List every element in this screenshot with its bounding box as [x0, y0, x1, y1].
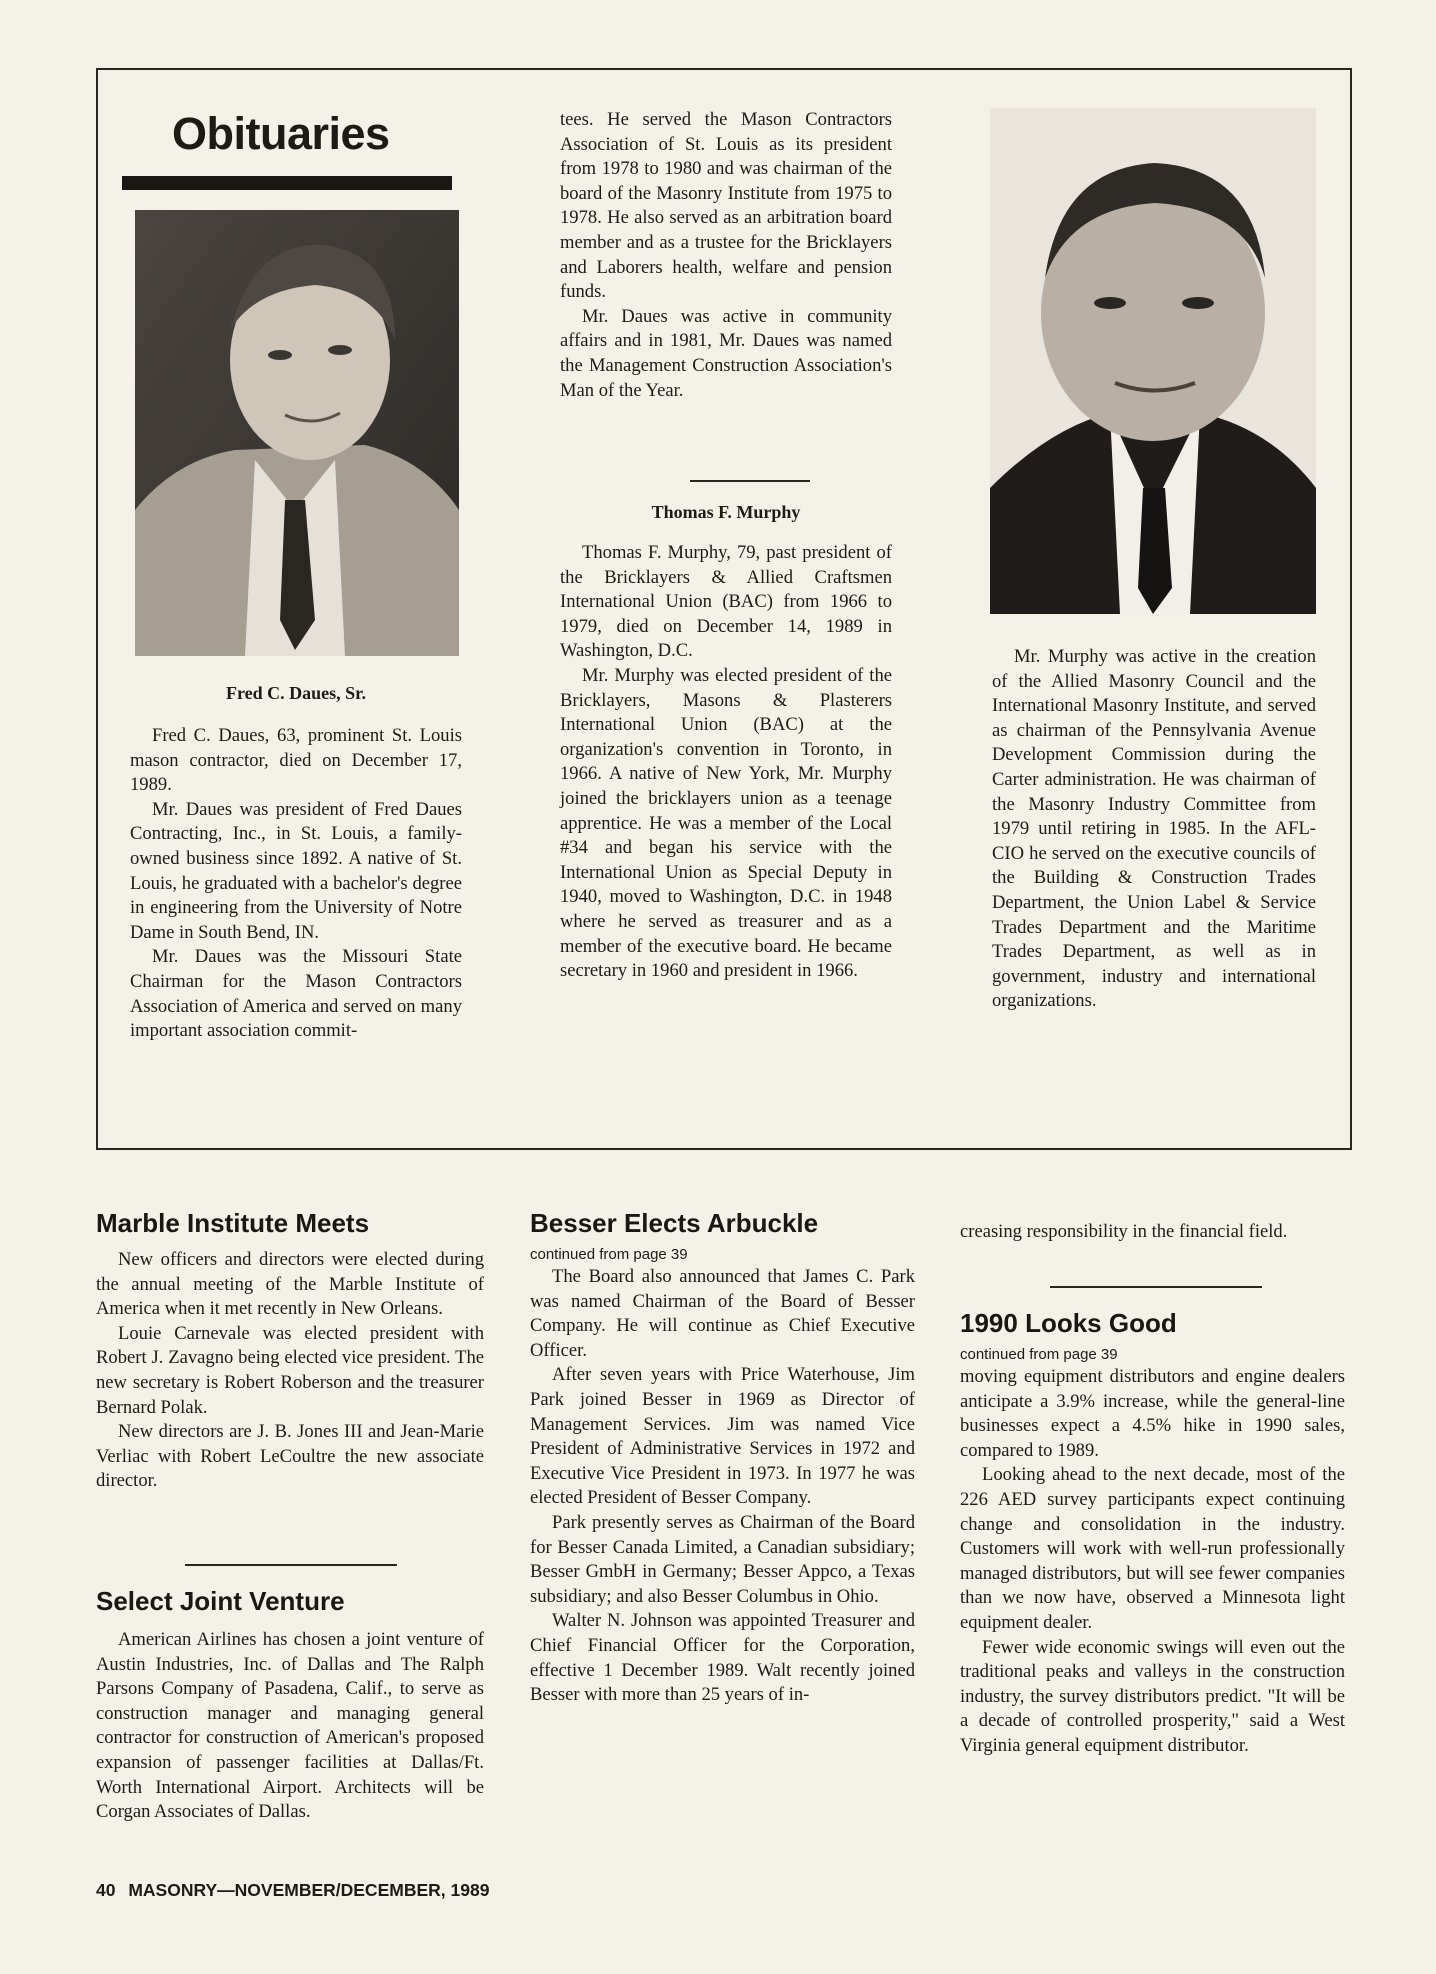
- obituary-daues-text: [130, 724, 462, 1044]
- article-1990-looks-good-text: [960, 1365, 1345, 1759]
- title-rule: [122, 176, 452, 190]
- paragraph: Mr. Daues was the Missouri State Chairman for the Mason Contractors Association of America and served on many important association commit-: [130, 946, 462, 1042]
- paragraph: Mr. Murphy was active in the creation of the Allied Masonry Council and the International Masonry Institute, and served as chairman of the Pennsylvania Avenue Development Commission during the Carter administration. He was chairman of the Masonry Industry Committee from 1979 until retiring in 1985. In the AFL-CIO he served on the executive councils of the Building & Construction Trades Department, the Union Label & Service Trades Department and the Maritime Trades Department, as well as in government, industry and international organizations.: [992, 646, 1316, 1012]
- paragraph: New officers and directors were elected during the annual meeting of the Marble Institute of America when it met recently in New Orleans.: [96, 1249, 484, 1320]
- article-heading-besser: Besser Elects Arbuckle: [530, 1208, 819, 1238]
- obituary-murphy-text: [560, 541, 892, 984]
- page-footer: [96, 1880, 489, 1901]
- paragraph: Fewer wide economic swings will even out the traditional peaks and valleys in the construction industry, the survey distributors predict. "It will be a decade of controlled prosperity," said a West Virginia general equipment distributor.: [960, 1636, 1345, 1756]
- obituary-daues-continued: [560, 108, 892, 403]
- paragraph: The Board also announced that James C. Park was named Chairman of the Board of Besser Company. He will continue as Chief Executive Officer.: [530, 1266, 915, 1361]
- article-joint-venture-text: [96, 1628, 484, 1825]
- paragraph: Park presently serves as Chairman of the Board for Besser Canada Limited, a Canadian subsidiary; Besser GmbH in Germany; Besser Appco, a Texas subsidiary; and also Besser Columbus in Ohio.: [530, 1511, 915, 1607]
- continued-note: continued from page 39: [960, 1346, 1118, 1363]
- article-besser-text: [530, 1265, 915, 1708]
- page-number: 40: [96, 1880, 116, 1900]
- paragraph: Looking ahead to the next decade, most of the 226 AED survey participants expect continuing change and consolidation in the industry. Customers will work with well-run professionally managed distributors, but will see fewer companies than we now have, observed a Minnesota light equipment dealer.: [960, 1464, 1345, 1633]
- section-divider: [1050, 1286, 1262, 1288]
- paragraph: moving equipment distributors and engine dealers anticipate a 3.9% increase, while the general-line businesses expect a 4.5% hike in 1990 sales, compared to 1989.: [960, 1366, 1345, 1461]
- paragraph: tees. He served the Mason Contractors Association of St. Louis as its president from 1978 to 1980 and was chairman of the board of the Masonry Institute from 1975 to 1978. He also served as an arbitration board member and as a trustee for the Bricklayers and Laborers health, welfare and pension funds.: [560, 109, 892, 303]
- obituary-murphy-continued: [992, 645, 1316, 1014]
- paragraph: Thomas F. Murphy, 79, past president of the Bricklayers & Allied Craftsmen International Union (BAC) from 1966 to 1979, died on December 14, 1989 in Washington, D.C.: [560, 542, 892, 662]
- section-divider: [185, 1564, 397, 1566]
- article-heading-1990-looks-good: 1990 Looks Good: [960, 1308, 1177, 1338]
- paragraph: Louie Carnevale was elected president with Robert J. Zavagno being elected vice president. The new secretary is Robert Roberson and the treasurer Bernard Polak.: [96, 1322, 484, 1418]
- paragraph: creasing responsibility in the financial field.: [960, 1221, 1288, 1242]
- paragraph: Fred C. Daues, 63, prominent St. Louis mason contractor, died on December 17, 1989.: [130, 725, 462, 796]
- portrait-photo-daues: [135, 210, 459, 656]
- paragraph: Mr. Murphy was elected president of the Bricklayers, Masons & Plasterers International Union (BAC) at the organization's convention in Toronto, in 1966. A native of New York, Mr. Murphy joined the bricklayers union as a teenage apprentice. He was a member of the Local #34 and began his service with the International Union as Special Deputy in 1940, moved to Washington, D.C. in 1948 where he served as treasurer and as a member of the executive board. He became secretary in 1960 and president in 1966.: [560, 664, 892, 982]
- paragraph: Mr. Daues was active in community affairs and in 1981, Mr. Daues was named the Management Construction Association's Man of the Year.: [560, 305, 892, 401]
- paragraph: After seven years with Price Waterhouse, Jim Park joined Besser in 1969 as Director of Management Services. Jim was named Vice President of Administrative Services in 1972 and Executive Vice President in 1973. In 1977 he was elected President of Besser Company.: [530, 1364, 915, 1509]
- paragraph: Walter N. Johnson was appointed Treasurer and Chief Financial Officer for the Corporation, effective 1 December 1989. Walt recently joined Besser with more than 25 years of in-: [530, 1610, 915, 1706]
- article-besser-continued: [960, 1220, 1345, 1245]
- continued-note: continued from page 39: [530, 1246, 688, 1263]
- obituary-heading-murphy: Thomas F. Murphy: [651, 502, 801, 522]
- article-marble-text: [96, 1248, 484, 1494]
- portrait-photo-murphy: [990, 108, 1316, 614]
- paragraph: Mr. Daues was president of Fred Daues Contracting, Inc., in St. Louis, a family-owned business since 1892. A native of St. Louis, he graduated with a bachelor's degree in engineering from the University of Notre Dame in South Bend, IN.: [130, 798, 462, 943]
- section-divider: [690, 480, 810, 482]
- photo-caption-daues: Fred C. Daues, Sr.: [225, 683, 366, 703]
- paragraph: New directors are J. B. Jones III and Jean-Marie Verliac with Robert LeCoultre the new associate director.: [96, 1421, 484, 1492]
- article-heading-joint-venture: Select Joint Venture: [96, 1586, 345, 1616]
- publication-line: MASONRY—NOVEMBER/DECEMBER, 1989: [128, 1880, 490, 1900]
- page-title: Obituaries: [172, 108, 390, 159]
- paragraph: American Airlines has chosen a joint venture of Austin Industries, Inc. of Dallas and The Ralph Parsons Company of Pasadena, Calif., to serve as construction manager and managing general contractor for construction of American's proposed expansion of passenger facilities at Dallas/Ft. Worth International Airport. Architects will be Corgan Associates of Dallas.: [96, 1629, 484, 1823]
- article-heading-marble: Marble Institute Meets: [96, 1208, 370, 1238]
